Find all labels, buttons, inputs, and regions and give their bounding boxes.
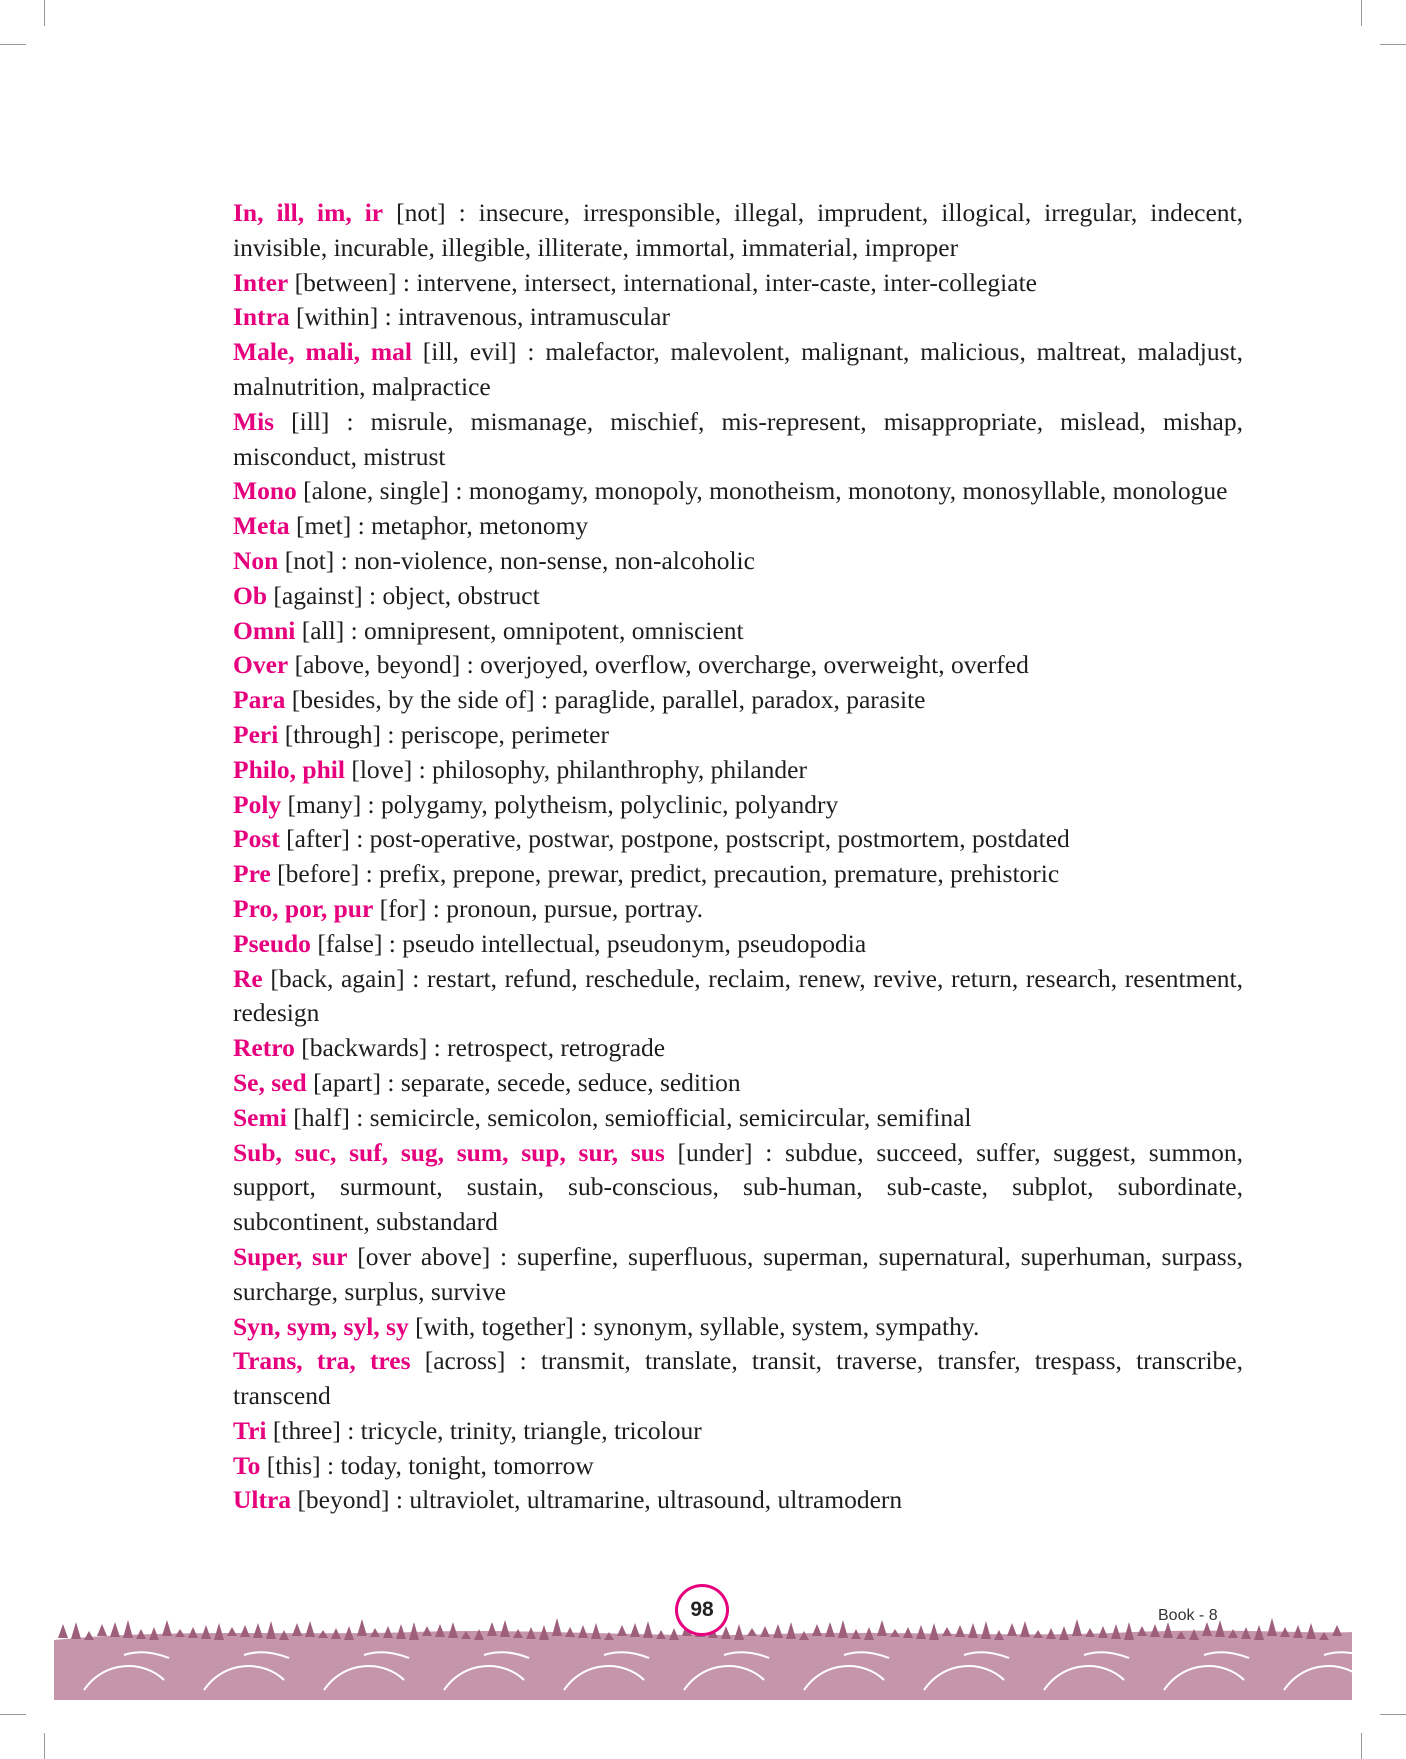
- tree-icon: [630, 1623, 640, 1637]
- tree-icon: [1111, 1624, 1121, 1639]
- tree-icon: [981, 1621, 991, 1639]
- prefix-definition: [with, together] : synonym, syllable, system, sympathy.: [408, 1311, 980, 1341]
- prefix-definition: [above, beyond] : overjoyed, overflow, overcharge, overweight, overfed: [288, 650, 1029, 680]
- prefix-entry: [233, 857, 1243, 892]
- book-label: Book - 8: [1158, 1607, 1218, 1624]
- tree-icon: [721, 1626, 731, 1639]
- tree-icon: [149, 1627, 159, 1640]
- tree-icon: [409, 1622, 419, 1640]
- tree-icon: [1293, 1625, 1303, 1638]
- tree-icon: [1085, 1628, 1095, 1637]
- prefix-definition: [for] : pronoun, pursue, portray.: [373, 893, 704, 923]
- tree-icon: [1059, 1626, 1069, 1640]
- prefix-entry: [233, 1066, 1243, 1101]
- tree-icon: [1332, 1625, 1342, 1636]
- prefix-definition: [within] : intravenous, intramuscular: [289, 302, 670, 332]
- tree-icon: [734, 1624, 744, 1640]
- tree-icon: [838, 1620, 848, 1638]
- prefix-term: Super, sur: [233, 1241, 348, 1271]
- prefix-entry: [233, 196, 1243, 266]
- tree-icon: [305, 1621, 315, 1637]
- prefix-term: Pre: [233, 859, 271, 889]
- prefix-entry: [233, 405, 1243, 475]
- prefix-term: Over: [233, 650, 289, 680]
- tree-icon: [1098, 1626, 1108, 1638]
- tree-icon: [58, 1624, 68, 1638]
- prefix-definition: [across] : transmit, translate, transit, traverse, transfer, trespass, transcribe, transcend: [233, 1346, 1243, 1411]
- tree-icon: [396, 1624, 406, 1639]
- tree-icon: [643, 1621, 653, 1638]
- prefix-definition: [before] : prefix, prepone, prewar, predict, precaution, premature, prehistoric: [270, 859, 1060, 889]
- prefix-definition: [besides, by the side of] : paraglide, parallel, paradox, parasite: [285, 685, 926, 715]
- prefix-term: Sub, suc, suf, sug, sum, sup, sur, sus: [233, 1137, 665, 1167]
- prefix-definition: [through] : periscope, perimeter: [278, 719, 609, 749]
- tree-icon: [916, 1625, 926, 1639]
- prefix-definition: [against] : object, obstruct: [267, 580, 540, 610]
- crop-mark-bottom-left-v: [44, 1733, 45, 1759]
- prefix-entry: [233, 266, 1243, 301]
- prefix-definition: [love] : philosophy, philanthrophy, philander: [344, 754, 807, 784]
- tree-icon: [266, 1621, 276, 1639]
- prefix-term: Syn, sym, syl, sy: [233, 1311, 409, 1341]
- tree-icon: [578, 1625, 588, 1638]
- tree-icon: [97, 1624, 107, 1636]
- prefix-entry: [233, 1031, 1243, 1066]
- prefix-entry: [233, 474, 1243, 509]
- tree-icon: [1150, 1624, 1160, 1637]
- prefix-definition: [not] : insecure, irresponsible, illegal, imprudent, illogical, irregular, indecent, invisible, incurable, illegible, illiterate, immortal, immaterial, improper: [233, 198, 1244, 262]
- prefix-entry: [233, 1344, 1243, 1414]
- tree-icon: [1124, 1622, 1134, 1640]
- tree-icon: [669, 1628, 679, 1640]
- prefix-list: [233, 196, 1243, 1518]
- prefix-term: Semi: [233, 1102, 287, 1132]
- prefix-entry: [233, 335, 1243, 405]
- prefix-term: Poly: [233, 789, 282, 819]
- tree-icon: [1020, 1621, 1030, 1637]
- prefix-entry: [233, 300, 1243, 335]
- tree-icon: [487, 1622, 497, 1636]
- prefix-definition: [back, again] : restart, refund, reschedule, reclaim, renew, revive, return, research, resentment, redesign: [233, 963, 1243, 1028]
- prefix-term: Trans, tra, tres: [233, 1346, 411, 1376]
- tree-icon: [565, 1627, 575, 1637]
- prefix-term: Pro, por, pur: [233, 893, 374, 923]
- prefix-term: Intra: [233, 302, 290, 332]
- prefix-entry: [233, 753, 1243, 788]
- prefix-definition: [alone, single] : monogamy, monopoly, monotheism, monotony, monosyllable, monologue: [296, 476, 1228, 506]
- prefix-entry: [233, 683, 1243, 718]
- tree-icon: [344, 1626, 354, 1640]
- tree-icon: [552, 1618, 562, 1636]
- prefix-term: Meta: [233, 511, 290, 541]
- crop-mark-bottom-right-v: [1361, 1733, 1362, 1759]
- prefix-definition: [ill, evil] : malefactor, malevolent, malignant, malicious, maltreat, maladjust, malnutrition, malpractice: [233, 337, 1243, 401]
- prefix-entry: [233, 648, 1243, 683]
- tree-icon: [422, 1626, 432, 1636]
- prefix-term: Se, sed: [233, 1067, 307, 1097]
- prefix-definition: [beyond] : ultraviolet, ultramarine, ultrasound, ultramodern: [291, 1485, 903, 1515]
- prefix-definition: [between] : intervene, intersect, international, inter-caste, inter-collegiate: [288, 267, 1037, 297]
- prefix-term: Ob: [233, 580, 268, 610]
- crop-mark-bottom-right-h: [1380, 1714, 1406, 1715]
- prefix-entry: [233, 718, 1243, 753]
- tree-icon: [201, 1625, 211, 1639]
- prefix-entry: [233, 579, 1243, 614]
- prefix-term: Ultra: [233, 1485, 292, 1515]
- prefix-entry: [233, 962, 1243, 1032]
- tree-icon: [435, 1624, 445, 1637]
- tree-icon: [1267, 1618, 1277, 1636]
- prefix-term: To: [233, 1450, 261, 1480]
- tree-icon: [591, 1623, 601, 1639]
- tree-icon: [71, 1622, 81, 1639]
- prefix-definition: [after] : post-operative, postwar, postpone, postscript, postmortem, postdated: [279, 824, 1070, 854]
- prefix-entry: [233, 892, 1243, 927]
- prefix-definition: [all] : omnipresent, omnipotent, omniscient: [295, 615, 744, 645]
- prefix-term: In, ill, im, ir: [233, 198, 384, 227]
- tree-icon: [500, 1620, 510, 1637]
- tree-icon: [1007, 1623, 1017, 1636]
- prefix-entry: [233, 509, 1243, 544]
- crop-mark-top-left-v: [44, 0, 45, 26]
- tree-icon: [747, 1628, 757, 1636]
- tree-icon: [123, 1620, 133, 1638]
- crop-mark-top-right-h: [1380, 44, 1406, 45]
- prefix-entry: [233, 1310, 1243, 1345]
- tree-icon: [929, 1623, 939, 1640]
- prefix-definition: [many] : polygamy, polytheism, polyclinic, polyandry: [281, 789, 839, 819]
- prefix-term: Omni: [233, 615, 296, 645]
- tree-icon: [890, 1629, 900, 1637]
- tree-icon: [1033, 1630, 1043, 1638]
- prefix-definition: [over above] : superfine, superfluous, superman, supernatural, superhuman, surpass, surcharge, surplus, survive: [233, 1241, 1243, 1306]
- tree-icon: [227, 1627, 237, 1636]
- prefix-term: Peri: [233, 719, 279, 749]
- prefix-term: Pseudo: [233, 928, 311, 958]
- tree-icon: [136, 1629, 146, 1639]
- tree-icon: [1137, 1626, 1147, 1636]
- tree-icon: [955, 1625, 965, 1637]
- prefix-definition: [false] : pseudo intellectual, pseudonym, pseudopodia: [310, 928, 867, 958]
- tree-icon: [1306, 1623, 1316, 1639]
- prefix-definition: [this] : today, tonight, tomorrow: [260, 1450, 594, 1480]
- tree-icon: [370, 1628, 380, 1637]
- prefix-definition: [backwards] : retrospect, retrograde: [294, 1033, 666, 1063]
- tree-icon: [786, 1622, 796, 1639]
- prefix-term: Post: [233, 824, 280, 854]
- prefix-entry: [233, 788, 1243, 823]
- prefix-term: Mono: [233, 476, 297, 506]
- tree-icon: [942, 1627, 952, 1636]
- prefix-definition: [three] : tricycle, trinity, triangle, tricolour: [266, 1415, 702, 1445]
- prefix-entry: [233, 927, 1243, 962]
- prefix-entry: [233, 1240, 1243, 1310]
- tree-icon: [760, 1626, 770, 1637]
- prefix-definition: [ill] : misrule, mismanage, mischief, mis-represent, misappropriate, mislead, mishap, misconduct, mistrust: [233, 406, 1243, 471]
- prefix-term: Retro: [233, 1033, 295, 1063]
- tree-icon: [253, 1623, 263, 1638]
- prefix-term: Male, mali, mal: [233, 337, 412, 367]
- prefix-term: Non: [233, 545, 279, 575]
- tree-icon: [84, 1631, 94, 1640]
- page-number: 98: [690, 1598, 714, 1621]
- prefix-entry: [233, 1414, 1243, 1449]
- crop-mark-top-left-h: [0, 44, 26, 45]
- tree-icon: [383, 1626, 393, 1638]
- prefix-entry: [233, 1449, 1243, 1484]
- prefix-term: Inter: [233, 267, 289, 297]
- tree-icon: [448, 1622, 458, 1638]
- prefix-term: Para: [233, 685, 286, 715]
- tree-icon: [162, 1620, 172, 1636]
- tree-icon: [903, 1627, 913, 1638]
- prefix-definition: [half] : semicircle, semicolon, semiofficial, semicircular, semifinal: [286, 1102, 972, 1132]
- prefix-definition: [apart] : separate, secede, seduce, sedition: [306, 1067, 741, 1097]
- crop-mark-top-right-v: [1361, 0, 1362, 26]
- tree-icon: [617, 1625, 627, 1636]
- prefix-entry: [233, 1136, 1243, 1240]
- tree-icon: [175, 1629, 185, 1637]
- tree-icon: [1046, 1628, 1056, 1639]
- prefix-entry: [233, 1101, 1243, 1136]
- tree-icon: [214, 1623, 224, 1640]
- prefix-definition: [under] : subdue, succeed, suffer, suggest, summon, support, surmount, sustain, sub-conscious, sub-human, sub-caste, subplot, subordinate, subcontinent, substandard: [233, 1137, 1243, 1237]
- tree-icon: [188, 1627, 198, 1638]
- prefix-entry: [233, 544, 1243, 579]
- prefix-entry: [233, 822, 1243, 857]
- prefix-entry: [233, 1483, 1243, 1518]
- tree-icon: [825, 1622, 835, 1637]
- prefix-definition: [not] : non-violence, non-sense, non-alcoholic: [278, 545, 755, 575]
- prefix-term: Tri: [233, 1415, 267, 1445]
- tree-icon: [812, 1624, 822, 1636]
- tree-icon: [968, 1623, 978, 1638]
- tree-icon: [877, 1620, 887, 1636]
- prefix-term: Re: [233, 963, 263, 993]
- tree-icon: [292, 1623, 302, 1636]
- tree-icon: [1072, 1619, 1082, 1636]
- prefix-entry: [233, 614, 1243, 649]
- prefix-term: Mis: [233, 406, 275, 436]
- tree-icon: [240, 1625, 250, 1637]
- prefix-definition: [met] : metaphor, metonomy: [289, 511, 589, 541]
- tree-icon: [357, 1619, 367, 1636]
- page-number-badge: [675, 1584, 729, 1636]
- crop-mark-bottom-left-h: [0, 1714, 26, 1715]
- prefix-term: Philo, phil: [233, 754, 345, 784]
- tree-icon: [110, 1622, 120, 1637]
- tree-icon: [773, 1624, 783, 1638]
